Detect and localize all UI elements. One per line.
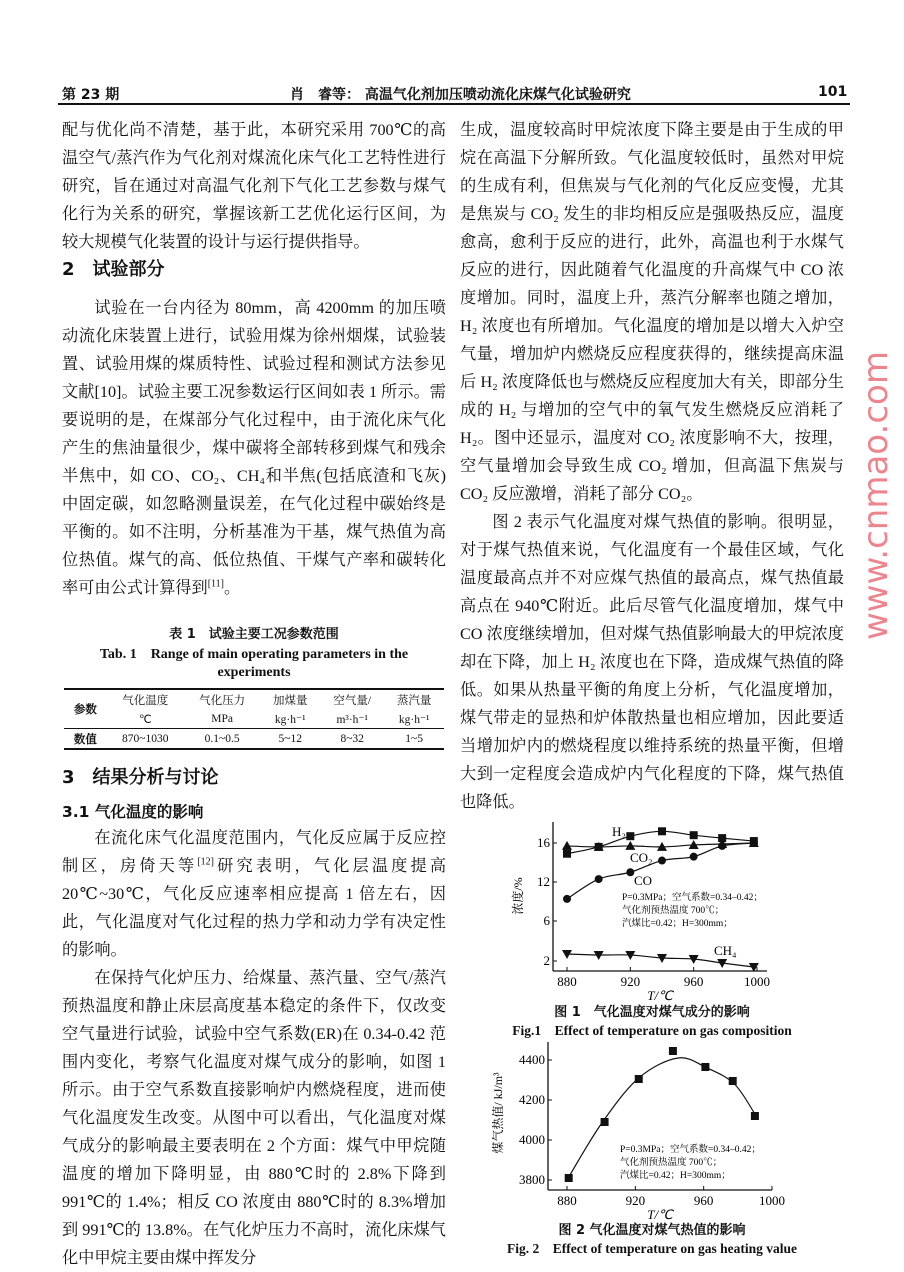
data-point <box>751 1112 759 1120</box>
figure-2-caption-cn: 图 2 气化温度对煤气热值的影响 <box>558 1223 746 1238</box>
y-tick-label: 3800 <box>519 1172 545 1187</box>
x-tick-label: 920 <box>620 974 641 989</box>
y-tick-label: 2 <box>543 953 550 968</box>
x-tick-label: 880 <box>557 974 577 989</box>
citation-reference: [11] <box>207 578 224 590</box>
page-number: 101 <box>818 84 848 100</box>
section-heading-3: 3 结果分析与讨论 <box>62 767 219 788</box>
data-point <box>626 832 634 840</box>
column-name: 气化温度 <box>122 694 169 707</box>
y-tick-label: 6 <box>543 913 550 928</box>
column-unit: m³·h⁻¹ <box>336 713 368 726</box>
data-point <box>562 841 572 850</box>
x-tick-label: 1000 <box>744 974 770 989</box>
y-axis-label: 煤气热值/ kJ/m³ <box>491 1072 505 1154</box>
annotation: P=0.3MPa；空气系数=0.34–0.42； <box>620 1145 761 1155</box>
figure-1-caption-en: Fig.1 Effect of temperature on gas composition <box>512 1023 792 1038</box>
x-tick-label: 960 <box>693 1193 714 1208</box>
table-unit-row <box>64 709 444 729</box>
annotation: 气化剂预热温度 700℃； <box>620 1158 723 1168</box>
paragraph <box>460 116 844 508</box>
text-run: 生成，温度较高时甲烷浓度下降主要是由于生成的甲烷在高温下分解所致。气化温度较低时，虽然对甲烷的生成有利，但焦炭与气化剂的气化反应变慢，尤其是焦炭与 CO₂ 发生的非均相反应是强吸热反应，温度愈高，愈利于反应的进行，此外，高温也利于水煤气反应的进行，因此随着气化温度的升高煤气中 CO 浓度增加。同时，温度上升，蒸汽分解率也随之增加，H₂ 浓度也有所增加。气化温度的增加是以增大入炉空气量，增加炉内燃烧反应程度获得的，继续提高床温后 H₂ 浓度降低也与燃烧反应程度加大有关，即部分生成的 H₂ 与增加的空气中的氧气发生燃烧反应消耗了 H₂。图中还显示，温度对 CO₂ 浓度影响不大，按理，空气量增加会导致生成 CO₂ 增加，但高温下焦炭与 CO₂ 反应激增，消耗了部分 CO₂。 <box>460 121 844 503</box>
series-label: CO₂ <box>630 850 653 865</box>
figure-2-caption-en: Fig. 2 Effect of temperature on gas heating value <box>507 1241 797 1256</box>
data-point <box>750 839 758 847</box>
text-run: 研究表明，气化层温度提高 20℃~30℃，气化反应速率相应提高 1 倍左右，因此，气化温度对气化过程的热力学和动力学有决定性的影响。 <box>62 857 447 959</box>
column-unit: ℃ <box>138 713 152 726</box>
data-point <box>563 850 571 858</box>
x-axis-label: T/℃ <box>647 988 673 1003</box>
data-point <box>565 1174 573 1182</box>
cell: 870~1030 <box>122 732 169 745</box>
y-tick-label: 4400 <box>519 1052 545 1067</box>
data-point <box>595 875 603 883</box>
series-line <box>567 843 754 899</box>
table-title-en: Tab. 1 Range of main operating parameters in the experiments <box>99 647 409 680</box>
row-label: 数值 <box>73 733 97 746</box>
figure-2 <box>460 1040 844 1258</box>
annotation: 气化剂预热温度 700℃； <box>622 906 725 916</box>
text-run: 试验在一台内径为 80mm，高 4200mm 的加压喷动流化床装置上进行，试验用煤为徐州烟煤，试验装置、试验用煤的煤质特性、试验过程和测试方法参见文献[10]。试验主要工况参数运行区间如表 1 所示。需要说明的是，在煤部分气化过程中，由于流化床气化产生的焦油量很少，煤中碳将全部转移到煤气和残余半焦中，如 CO、CO₂、CH₄和半焦(包括底渣和飞灰)中固定碳，如忽略测量误差，在气化过程中碳始终是平衡的。如不注明，分析基准为干基，煤气热值为高位热值。煤气的高、低位热值、干煤气产率和碳转化率可由公式计算得到 <box>62 299 446 597</box>
y-axis-label: 浓度/% <box>511 877 525 915</box>
column-unit: kg·h⁻¹ <box>398 713 430 726</box>
y-tick-label: 16 <box>537 835 550 850</box>
paragraph <box>62 116 446 256</box>
column-name: 气化压力 <box>199 694 246 707</box>
paragraph <box>62 824 446 964</box>
text-run: 。 <box>223 579 241 597</box>
data-point <box>729 1077 737 1085</box>
section-heading-2: 2 试验部分 <box>62 259 165 280</box>
watermark: www.cnmao.com <box>856 351 896 640</box>
text-run: 在流化床气化温度范围内，气化反应属于反应控制区，房倚天等 <box>62 829 446 875</box>
y-tick-label: 4000 <box>519 1132 545 1147</box>
paragraph <box>62 294 446 602</box>
annotation: P=0.3MPa；空气系数=0.34–0.42； <box>622 893 763 903</box>
table-title-cn: 表 1 试验主要工况参数范围 <box>169 627 339 642</box>
cell: 0.1~0.5 <box>204 732 240 745</box>
annotation: 汽煤比=0.42；H=300mm； <box>620 1171 731 1181</box>
figure-2-heating-value <box>460 1040 845 1222</box>
paragraph <box>460 508 844 816</box>
citation-reference: [12] <box>197 856 215 868</box>
x-tick-label: 960 <box>683 974 704 989</box>
data-point <box>563 895 571 903</box>
paragraph <box>62 964 446 1272</box>
left-column <box>62 116 446 1272</box>
y-tick-label: 4200 <box>519 1092 545 1107</box>
text-run: 图 2 表示气化温度对煤气热值的影响。很明显，对于煤气热值来说，气化温度有一个最佳区域，气化温度最高点并不对应煤气热值的最高点，煤气热值最高点在 940℃附近。此后尽管气化温度增加，煤气中 CO 浓度继续增加，但对煤气热值影响最大的甲烷浓度却在下降，加上 H₂ 浓度也在下降，造成煤气热值的降低。如果从热量平衡的角度上分析，气化温度增加，煤气带走的显热和炉体散热量也相应增加，因此要适当增加炉内的燃烧程度以维持系统的热量平衡，但增大到一定程度会造成炉内气化程度的下降，煤气热值也降低。 <box>460 513 844 811</box>
y-tick-label: 12 <box>537 874 550 889</box>
journal-issue: 第 23 期 <box>62 87 120 103</box>
data-point <box>635 1075 643 1083</box>
data-point <box>658 827 666 835</box>
x-axis-label: T/℃ <box>647 1207 673 1222</box>
figure-1-caption-cn: 图 1 气化温度对煤气成分的影响 <box>554 1005 750 1020</box>
data-point <box>601 1118 609 1126</box>
text-run: 配与优化尚不清楚，基于此，本研究采用 700℃的高温空气/蒸汽作为气化剂对煤流化床气化工艺特性进行研究，旨在通过对高温气化剂下气化工艺参数与煤气化行为关系的研究，掌握该新工艺优化运行区间，为较大规模气化装置的设计与运行提供指导。 <box>62 121 446 251</box>
table-header-row <box>64 689 444 709</box>
cell: 8~32 <box>340 732 364 745</box>
figure-1 <box>460 818 844 1040</box>
series-label: H₂ <box>612 824 626 839</box>
text-run: 在保持气化炉压力、给煤量、蒸汽量、空气/蒸汽预热温度和静止床层高度基本稳定的条件下，仅改变空气量进行试验，试验中空气系数(ER)在 0.34-0.42 范围内变化，考察气化温度对煤气成分的影响，如图 1 所示。由于空气系数直接影响炉内燃烧程度，进而使气化温度发生改变。从图中可以看出，气化温度对煤气成分的影响最主要表明在 2 个方面：煤气中甲烷随温度的增加下降明显，由 880℃时的 2.8%下降到 991℃的 1.4%；相反 CO 浓度由 880℃时的 8.3%增加到 991℃的 13.8%。在气化炉压力不高时，流化床煤气化中甲烷主要由煤中挥发分 <box>62 969 446 1267</box>
table-row <box>64 729 444 750</box>
x-tick-label: 880 <box>557 1193 577 1208</box>
data-point <box>718 842 726 850</box>
data-point <box>690 831 698 839</box>
header-rule <box>58 103 850 105</box>
column-unit: kg·h⁻¹ <box>274 713 306 726</box>
column-name: 空气量/ <box>333 694 372 707</box>
column-name: 加煤量 <box>272 694 308 707</box>
running-title: 肖 睿等： 高温气化剂加压喷动流化床煤气化试验研究 <box>290 87 631 103</box>
series-label: CO <box>634 873 653 888</box>
data-point <box>701 1063 709 1071</box>
x-tick-label: 1000 <box>759 1193 785 1208</box>
data-point <box>690 853 698 861</box>
cell: 1~5 <box>405 732 424 745</box>
column-name: 蒸汽量 <box>396 694 432 707</box>
annotation: 汽煤比=0.42；H=300mm； <box>622 919 733 929</box>
right-column <box>460 116 844 1258</box>
data-point <box>669 1047 677 1055</box>
data-point <box>658 857 666 865</box>
column-unit: MPa <box>211 712 234 725</box>
cell: 5~12 <box>278 732 302 745</box>
figure-1-gas-composition <box>460 818 845 1004</box>
series-label: CH₄ <box>714 943 737 958</box>
row-header: 参数 <box>64 689 107 729</box>
subsection-heading-3-1: 3.1 气化温度的影响 <box>62 803 204 821</box>
x-tick-label: 920 <box>625 1193 646 1208</box>
parameters-table <box>64 688 444 750</box>
